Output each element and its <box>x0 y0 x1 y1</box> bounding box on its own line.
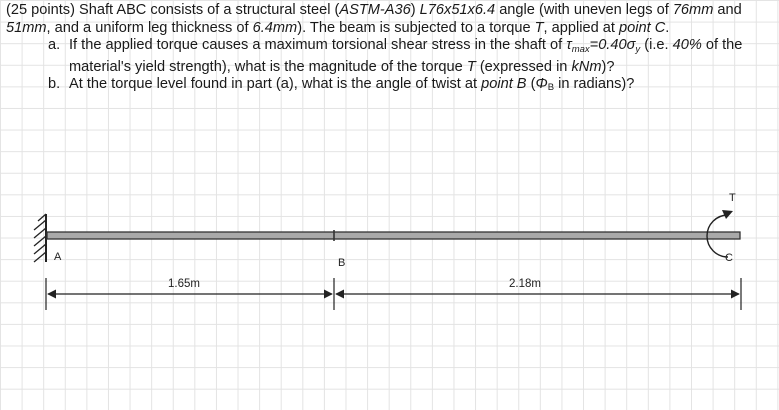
dimension-bc: 2.18m <box>509 278 541 290</box>
part-a-marker: a. <box>48 37 61 54</box>
shaft-abc <box>47 232 740 239</box>
part-b-marker: b. <box>48 76 61 93</box>
label-point-a: A <box>54 251 62 263</box>
label-torque-t: T <box>729 192 736 204</box>
label-point-b: B <box>338 257 346 269</box>
fixed-support-a <box>34 214 46 262</box>
question-part-a: a. If the applied torque causes a maximum torsional shear stress in the shaft of $\tau_{max}=0.40\sigma_y$ (i.e. 40% of the material's yield strength), what is the magnitude of the torque T (expressed in kNm)? <box>48 37 743 75</box>
dimension-ab: 1.65m <box>168 278 200 290</box>
label-point-c: C <box>725 252 733 264</box>
problem-intro: (25 points) Shaft ABC consists of a structural steel (ASTM-A36) L76x51x6.4 angle (with uneven legs of 76mm and 51mm, and a uniform leg thickness of 6.4mm). The beam is subjected to a torque T, applied at point C. <box>6 2 742 36</box>
question-part-b: b. At the torque level found in part (a), what is the angle of twist at point B (ΦB in radians)? <box>48 76 635 94</box>
dimension-lines <box>46 278 741 310</box>
